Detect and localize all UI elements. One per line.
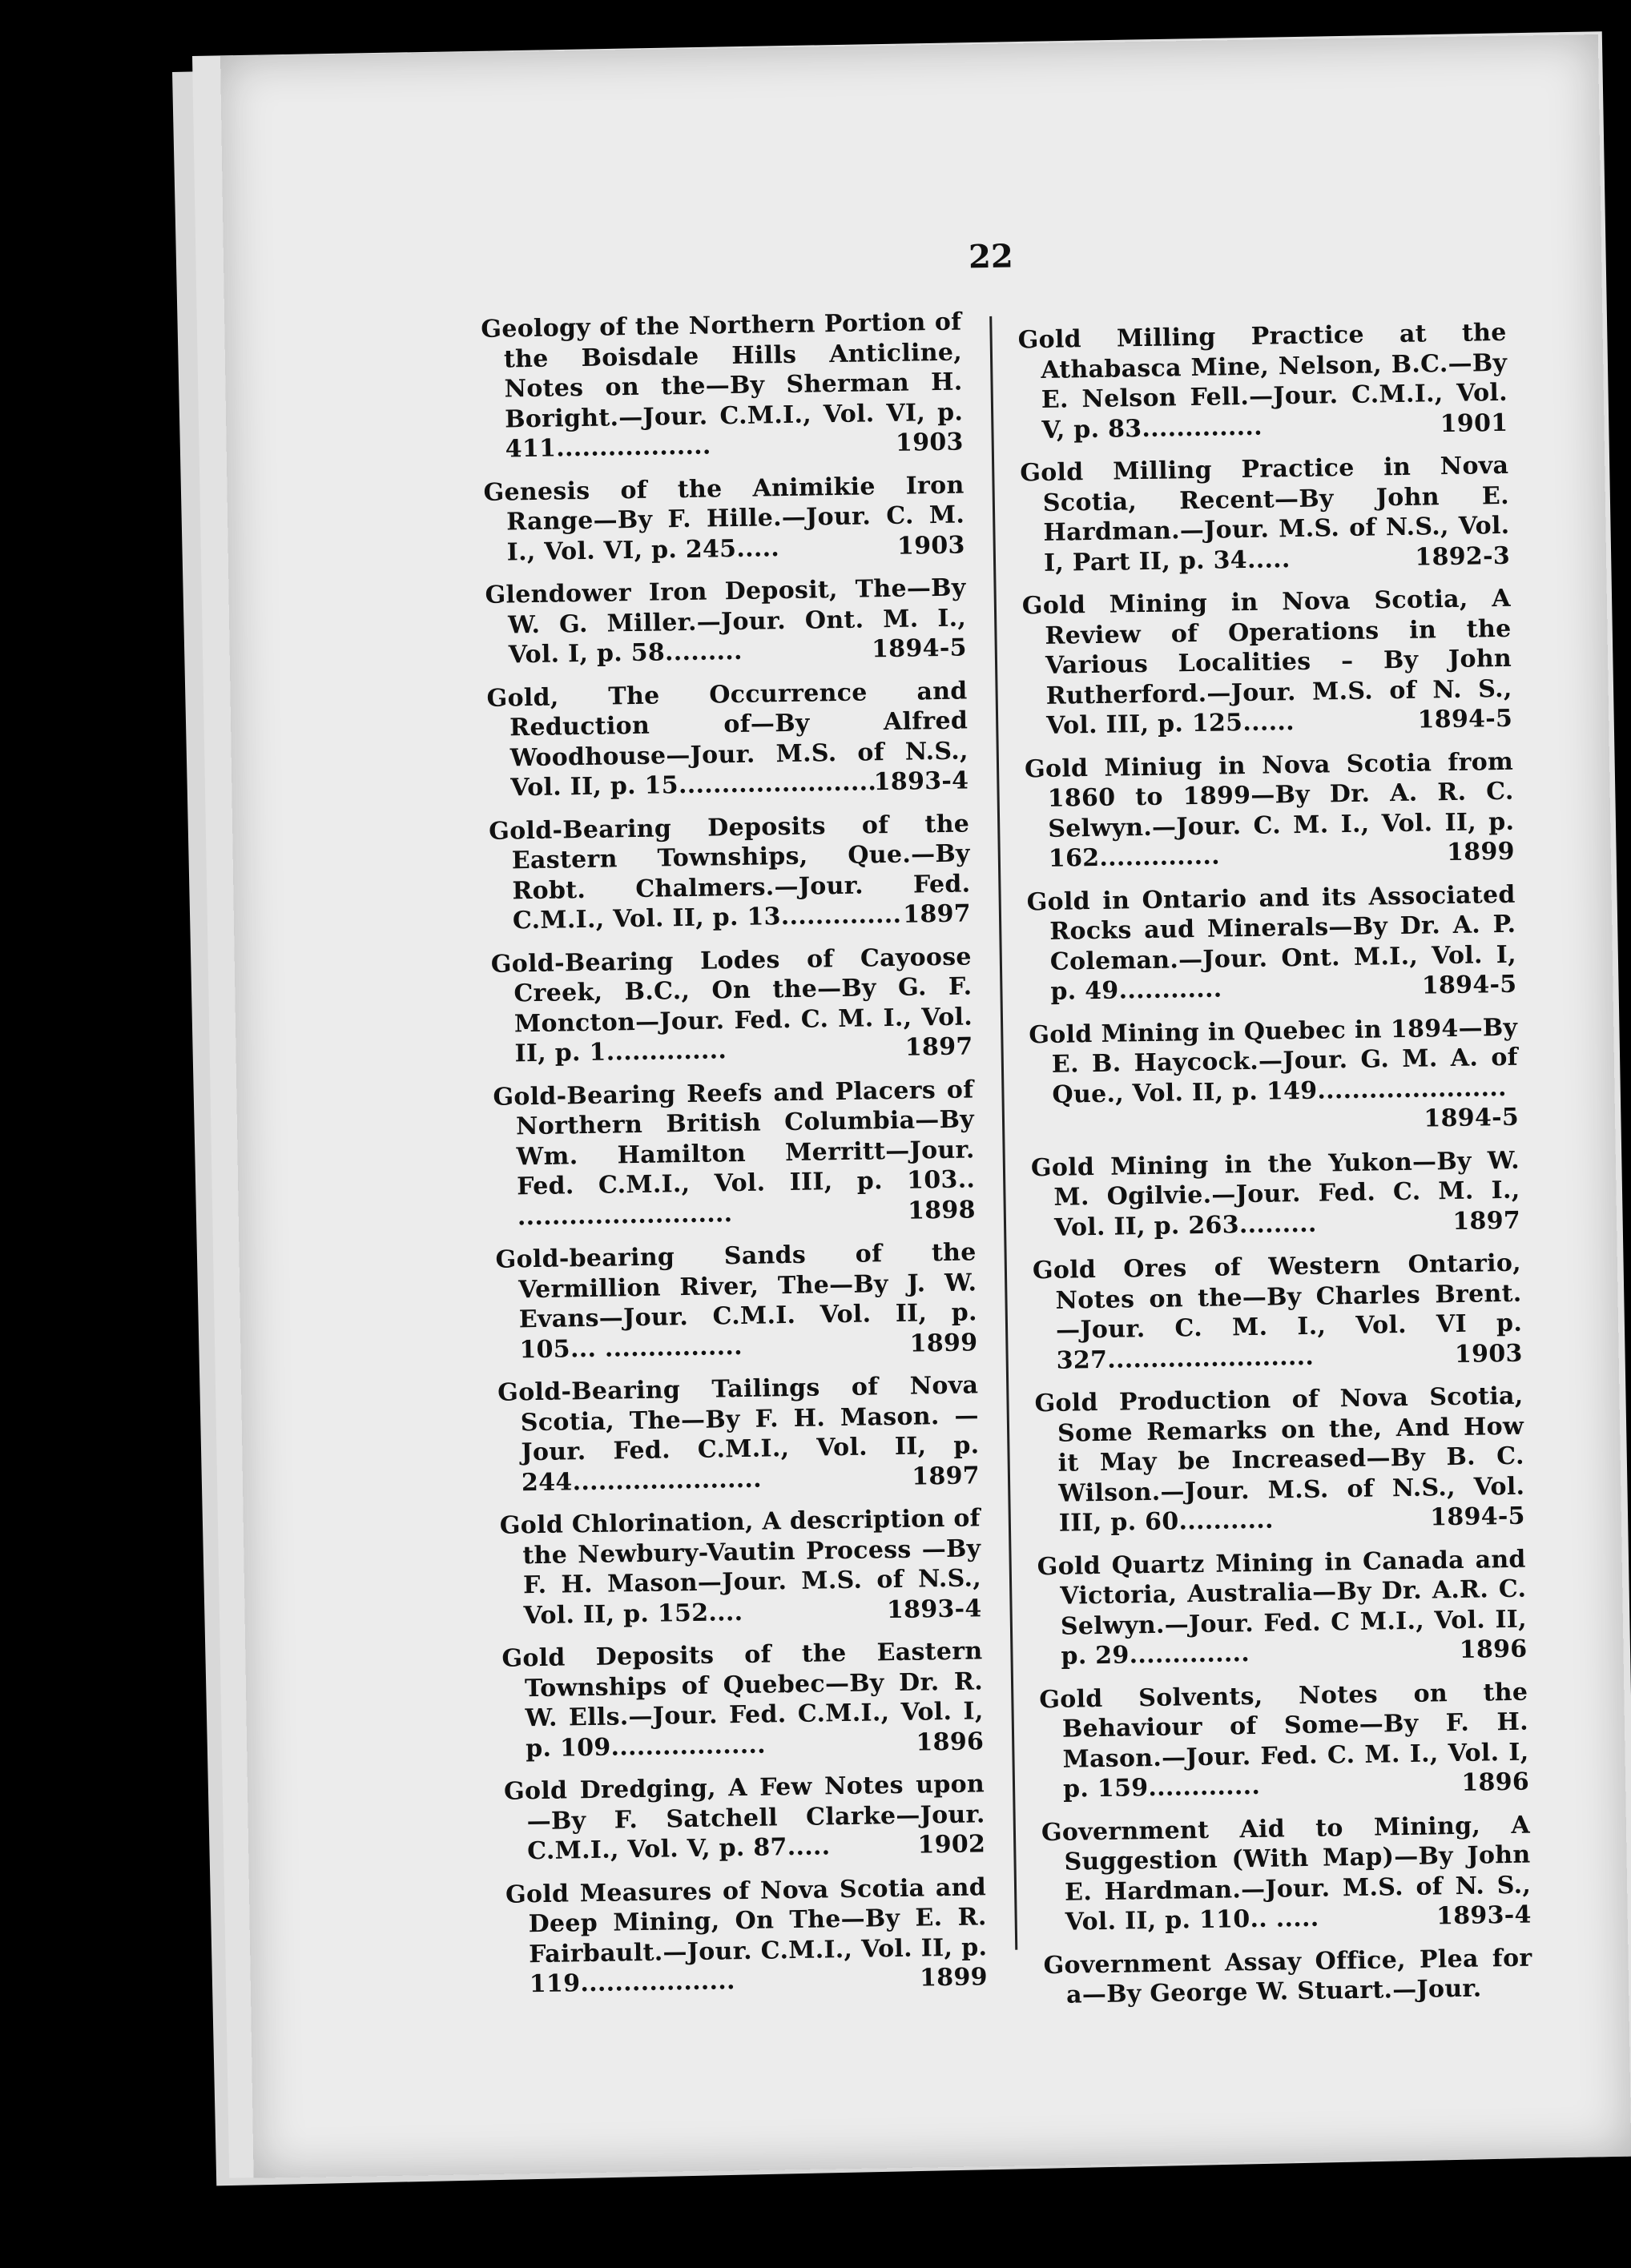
entry-text: Gold Ores of Western Ontario, Notes on the—By Charles Brent. —Jour. C. M. I., Vol. VI p. 327........................ (1032, 1249, 1523, 1375)
entry-text: Gold Milling Practice in Nova Scotia, Recent—By John E. Hardman.—Jour. M.S. of N.S., Vol. I, Part II, p. 34..... (1020, 451, 1510, 577)
entry-text: Gold in Ontario and its Associated Rocks aud Minerals—By Dr. A. P. Coleman.—Jour. Ont. M.I., Vol. I, p. 49............ (1026, 880, 1517, 1006)
entry-year: 1903 (896, 530, 965, 561)
entry-text: Gold, The Occurrence and Reduction of—By Alfred Woodhouse—Jour. M.S. of N.S., Vol. II, p. 15....................... (486, 676, 969, 802)
index-entry (1031, 1145, 1521, 1243)
index-entry (489, 809, 971, 936)
index-entry (483, 470, 965, 568)
entry-year: 1894-5 (1417, 704, 1513, 734)
index-entry (493, 1075, 976, 1233)
entry-year: 1897 (904, 1032, 973, 1062)
entry-year: 1893-4 (886, 1594, 982, 1624)
entry-text: Geology of the Northern Portion of the Boisdale Hills Anticline, Notes on the—By Sherman H. Boright.—Jour. C.M.I., Vol. VI, p. 411.................. (481, 308, 964, 464)
entry-year: 1894-5 (1421, 970, 1517, 1000)
entry-year: 1896 (1461, 1767, 1530, 1797)
index-entry (1039, 1677, 1529, 1805)
index-entry (497, 1370, 980, 1498)
entry-year: 1903 (895, 428, 964, 457)
entry-text: Gold Measures of Nova Scotia and Deep Mining, On The—By E. R. Fairbault.—Jour. C.M.I., Vol. II, p. 119.................. (505, 1872, 988, 1999)
index-entry (501, 1636, 984, 1763)
index-entry (1034, 1381, 1525, 1539)
entry-year: 1899 (909, 1328, 978, 1358)
index-entry (504, 1769, 986, 1867)
index-entry (500, 1503, 982, 1631)
entry-year: 1897 (1452, 1206, 1521, 1236)
index-entry (1043, 1943, 1532, 2011)
index-entry (505, 1872, 988, 2000)
entry-text: Genesis of the Animikie Iron Range—By F. Hille.—Jour. C. M. I., Vol. VI, p. 245..... (483, 470, 965, 566)
entry-text: Gold-Bearing Tailings of Nova Scotia, The—By F. H. Mason. —Jour. Fed. C.M.I., Vol. II, p. 244...................... (497, 1371, 980, 1497)
entry-text: Gold Mining in the Yukon—By W. M. Ogilvie.—Jour. Fed. C. M. I., Vol. II, p. 263......... (1030, 1146, 1520, 1242)
entry-year: 1894-5 (1424, 1103, 1520, 1133)
document-page (220, 34, 1631, 2178)
index-entry (1041, 1810, 1532, 1938)
page-number: 22 (968, 237, 1014, 276)
entry-year: 1898 (907, 1195, 977, 1225)
entry-text: Gold Miniug in Nova Scotia from 1860 to 1899—By Dr. A. R. C. Selwyn.—Jour. C. M. I., Vol. II, p. 162.............. (1024, 747, 1515, 873)
entry-year: 1893-4 (873, 766, 969, 797)
entry-text: Gold Quartz Mining in Canada and Victoria, Australia—By Dr. A.R. C. Selwyn.—Jour. Fed. C M.I., Vol. II, p. 29.............. (1037, 1545, 1528, 1671)
entry-text: Gold-bearing Sands of the Vermillion River, The—By J. W. Evans—Jour. C.M.I. Vol. II, p. 105... ................ (495, 1238, 978, 1364)
entry-year: 1894-5 (1429, 1502, 1526, 1532)
entry-text: Government Assay Office, Plea for a—By George W. Stuart.—Jour. (1043, 1944, 1532, 2009)
entry-year: 1894-5 (871, 633, 967, 664)
index-entry (1025, 746, 1515, 875)
entry-text: Gold Production of Nova Scotia, Some Remarks on the, And How it May be Increased—By B. C. Wilson.—Jour. M.S. of N.S., Vol. III, p. 60........... (1034, 1381, 1525, 1538)
index-entry (1022, 584, 1513, 742)
right-column (1017, 318, 1532, 2024)
index-entry (1029, 1012, 1519, 1140)
entry-year: 1897 (911, 1461, 981, 1491)
index-entry (1037, 1544, 1527, 1672)
entry-text: Gold-Bearing Reefs and Placers of Northern British Columbia—By Wm. Hamilton Merritt—Jour. Fed. C.M.I., Vol. III, p. 103.. ......................... (493, 1075, 976, 1231)
index-entry (1033, 1249, 1523, 1377)
entry-text: Gold-Bearing Deposits of the Eastern Townships, Que.—By Robt. Chalmers.—Jour. Fed. C.M.I., Vol. II, p. 13.............. (488, 809, 971, 935)
index-entry (1026, 879, 1516, 1007)
entry-text: Gold Chlorination, A description of the Newbury-Vautin Process —By F. H. Mason—Jour. M.S. of N.S., Vol. II, p. 152.... (499, 1504, 982, 1630)
index-entry (495, 1237, 977, 1365)
entry-year: 1893-4 (1436, 1900, 1532, 1931)
index-entry (1020, 451, 1510, 579)
entry-year: 1896 (1459, 1635, 1528, 1664)
entry-year: 1902 (917, 1830, 986, 1860)
entry-year: 1892-3 (1415, 541, 1511, 572)
entry-year: 1901 (1440, 408, 1508, 438)
index-entry (1017, 318, 1508, 446)
entry-year: 1899 (1446, 837, 1516, 867)
entry-text: Gold Milling Practice at the Athabasca Mine, Nelson, B.C.—By E. Nelson Fell.—Jour. C.M.I., Vol. V, p. 83.............. (1017, 318, 1508, 444)
entry-text: Government Aid to Mining, A Suggestion (With Map)—By John E. Hardman.—Jour. M.S. of N. S., Vol. II, p. 110.. ..... (1041, 1811, 1532, 1936)
entry-year: 1903 (1454, 1339, 1523, 1369)
entry-text: Gold Dredging, A Few Notes upon —By F. Satchell Clarke—Jour. C.M.I., Vol. V, p. 87..... (503, 1770, 985, 1866)
entry-text: Gold Mining in Quebec in 1894—By E. B. Haycock.—Jour. G. M. A. of Que., Vol. II, p. 149...................... (1029, 1013, 1519, 1109)
entry-text: Gold-Bearing Lodes of Cayoose Creek, B.C., On the—By G. F. Moncton—Jour. Fed. C. M. I., Vol. II, p. 1.............. (490, 942, 973, 1068)
index-entry (491, 942, 973, 1069)
entry-text: Glendower Iron Deposit, The—By W. G. Miller.—Jour. Ont. M. I., Vol. I, p. 58......... (485, 573, 967, 670)
entry-year: 1899 (919, 1963, 989, 1993)
index-entry (485, 573, 967, 670)
left-column (481, 308, 988, 2013)
index-entry (486, 676, 969, 803)
entry-text: Gold Mining in Nova Scotia, A Review of Operations in the Various Localities – By John Rutherford.—Jour. M.S. of N. S., Vol. III, p. 125...... (1021, 584, 1512, 740)
entry-year: 1896 (916, 1727, 985, 1757)
entry-text: Gold Solvents, Notes on the Behaviour of Some—By F. H. Mason.—Jour. Fed. C. M. I., Vol. I, p. 159............. (1039, 1678, 1529, 1804)
index-entry (481, 308, 964, 465)
column-divider (989, 316, 1017, 1950)
entry-year: 1897 (902, 899, 972, 929)
entry-text: Gold Deposits of the Eastern Townships of Quebec—By Dr. R. W. Ells.—Jour. Fed. C.M.I., Vol. I, p. 109.................. (501, 1637, 984, 1763)
